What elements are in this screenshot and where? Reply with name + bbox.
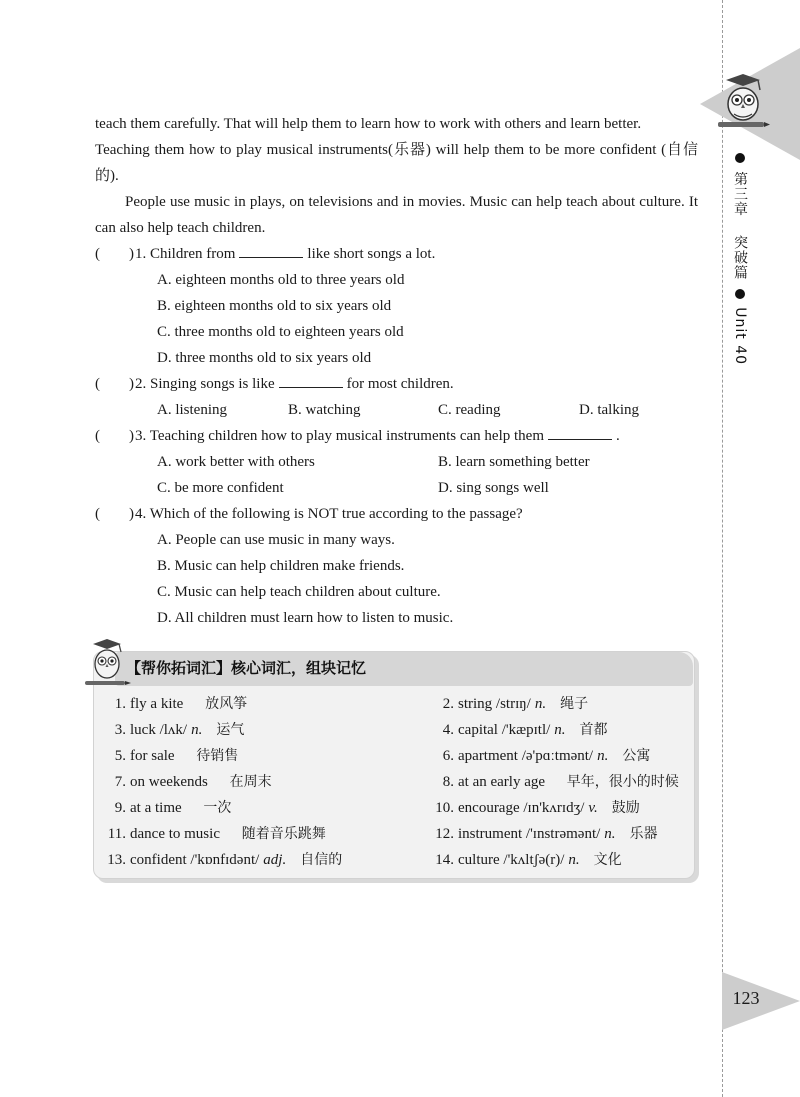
question-number: 3. (135, 428, 147, 444)
unit-label: Unit 40 (732, 307, 748, 366)
vocab-item: 1. fly a kite 放风筝 (114, 696, 248, 712)
vocab-item: 6. apartment /ə'pɑːtmənt/ n. 公寓 (442, 748, 651, 764)
chapter-sidebar (728, 150, 752, 365)
vocab-item: 5. for sale 待销售 (114, 748, 239, 764)
chapter-label: 第三章 (732, 171, 748, 217)
question-text: for most children. (346, 376, 454, 392)
owl-mascot-icon (712, 70, 774, 132)
option-c: C. be more confident (157, 480, 284, 496)
question-1: ( ) 1. Children from like short songs a lot. (95, 241, 698, 267)
option-a: A. People can use music in many ways. (157, 532, 395, 548)
vocab-item: 3. luck /lʌk/ n. 运气 (114, 722, 245, 738)
question-4: ( ) 4. Which of the following is NOT true according to the passage? (95, 506, 523, 522)
vocab-item: 4. capital /'kæpɪtl/ n. 首都 (442, 722, 608, 738)
option-b: B. learn something better (438, 454, 590, 470)
vocab-item: 11. dance to music 随着音乐跳舞 (107, 826, 326, 842)
question-2: ( ) 2. Singing songs is like for most children. (95, 371, 698, 397)
option-a: A. listening (157, 402, 227, 418)
question-number: 1. (135, 246, 147, 262)
question-number: 4. (135, 506, 147, 522)
option-d: D. sing songs well (438, 480, 549, 496)
option-d: D. three months old to six years old (157, 350, 372, 366)
passage-line: Teaching them how to play musical instruments(乐器) will help them to be more confident (自信的). (95, 142, 698, 184)
passage-line: teach them carefully. That will help them to learn how to work with others and learn better. (95, 116, 642, 132)
bullet-dot-icon (735, 289, 745, 299)
vocab-item: 2. string /strɪŋ/ n. 绳子 (442, 696, 589, 712)
question-list (95, 241, 698, 631)
question-text: Singing songs is like (150, 376, 275, 392)
vocab-item: 8. at an early age 早年，很小的时候 (442, 774, 679, 790)
vocab-item: 13. confident /'kɒnfɪdənt/ adj. 自信的 (107, 852, 343, 868)
option-a: A. eighteen months old to three years old (157, 272, 405, 288)
option-a: A. work better with others (157, 454, 315, 470)
option-c: C. three months old to eighteen years old (157, 324, 404, 340)
option-b: B. watching (288, 402, 361, 418)
answer-blank (548, 425, 612, 440)
passage-paragraph: People use music in plays, on televisions and in movies. Music can help teach about culture. It can also help teach children. (95, 194, 698, 236)
answer-blank (239, 243, 303, 258)
vocab-item: 7. on weekends 在周末 (114, 774, 272, 790)
question-number: 2. (135, 376, 147, 392)
question-text: Teaching children how to play musical instruments can help them (149, 428, 544, 444)
question-text: . (616, 428, 620, 444)
vocab-item: 12. instrument /'ɪnstrəmənt/ n. 乐器 (435, 826, 658, 842)
page-number: 123 (732, 988, 760, 1008)
section-label: 突破篇 (732, 235, 748, 281)
question-text: Children from (150, 246, 236, 262)
question-text: like short songs a lot. (307, 246, 436, 262)
question-text: Which of the following is NOT true according to the passage? (149, 506, 523, 522)
reading-passage (95, 111, 698, 241)
vocab-title: 【帮你拓词汇】核心词汇，组块记忆 (126, 659, 367, 677)
page-edge-divider (722, 0, 723, 1097)
option-c: C. reading (438, 402, 501, 418)
vocab-item: 9. at a time 一次 (114, 800, 232, 816)
answer-blank (279, 373, 343, 388)
option-c: C. Music can help teach children about culture. (157, 584, 441, 600)
option-b: B. eighteen months old to six years old (157, 298, 392, 314)
option-d: D. All children must learn how to listen to music. (157, 610, 454, 626)
option-b: B. Music can help children make friends. (157, 558, 405, 574)
bullet-dot-icon (735, 153, 745, 163)
option-d: D. talking (579, 402, 639, 418)
question-3: ( ) 3. Teaching children how to play musical instruments can help them . (95, 423, 698, 449)
vocab-item: 10. encourage /ɪn'kʌrɪdʒ/ v. 鼓励 (435, 800, 640, 816)
vocab-item: 14. culture /'kʌltʃə(r)/ n. 文化 (435, 852, 622, 868)
